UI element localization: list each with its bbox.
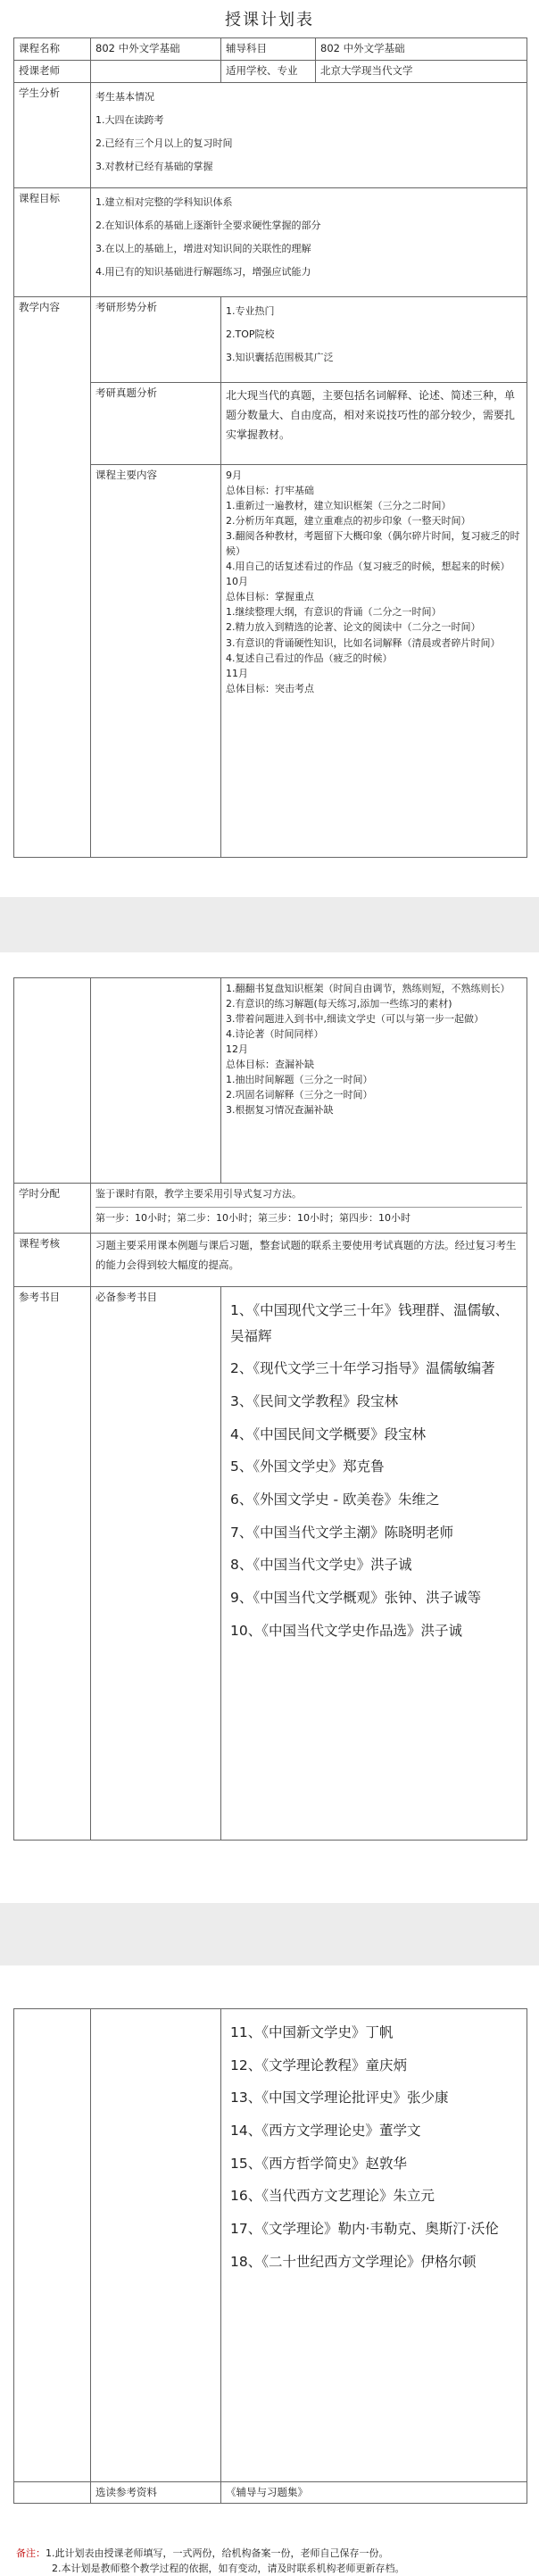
book-item: 18、《二十世纪西方文学理论》伊格尔顿 [230,2253,477,2270]
assessment-text: 习题主要采用课本例题与课后习题，整套试题的联系主要使用考试真题的方法。经过复习考生的能力会得到较大幅度的提高。 [91,1234,527,1287]
exam-text: 北大现当代的真题，主要包括名词解释、论述、简述三种，单题分数量大、自由度高，相对来说技巧性的部分较少，需要扎实掌握教材。 [221,383,527,465]
main-line: 3.翻阅各种教材，考题留下大概印象（偶尔碎片时间，复习疲乏的时候） [226,530,520,558]
book-item: 2、《现代文学三十年学习指导》温儒敏编著 [230,1360,495,1377]
book-item: 1、《中国现代文学三十年》钱理群、温儒敏、吴福辉 [230,1302,510,1344]
plan-table-page-3 [13,2008,527,2504]
book-item: 6、《外国文学史 - 欧美卷》朱维之 [230,1492,440,1508]
analysis-content [91,83,527,188]
book-item: 4、《中国民间文学概要》段宝林 [230,1425,427,1442]
plan-table-page-2 [13,977,527,1841]
main-line: 2.精力放入到精选的论著、论文的阅读中（二分之一时间） [226,621,481,634]
book-item: 12、《文学理论教程》童庆炳 [230,2057,407,2073]
trend-line: 1.专业热门 [226,305,275,317]
main-content-p1 [221,465,527,858]
analysis-line: 2.已经有三个月以上的复习时间 [95,137,233,149]
book-item: 3、《民间文学教程》段宝林 [230,1393,399,1410]
analysis-label: 学生分析 [14,83,91,188]
school-value: 北京大学现当代文学 [316,61,527,83]
book-item: 14、《西方文学理论史》董学文 [230,2123,421,2140]
book-item: 16、《当代西方文艺理论》朱立元 [230,2188,435,2205]
time-line-2: 第一步：10小时；第二步：10小时；第三步：10小时；第四步：10小时 [95,1212,410,1225]
main-line: 4.诗论著（时间同样） [226,1028,324,1041]
main-label-cont [91,978,221,1184]
references-label-cont-2 [14,2482,91,2504]
tutor-course-value: 802 中外文学基础 [316,38,527,61]
notes-line-2: 2.本计划是教师整个教学过程的依据，如有变动，请及时联系机构老师更新存档。 [52,2562,405,2574]
page-gap [0,897,539,952]
book-item: 9、《中国当代文学概观》张钟、洪子诚等 [230,1590,482,1607]
main-line: 11月 [226,667,248,679]
book-item: 11、《中国新文学史》丁帆 [230,2024,394,2040]
main-line: 2.有意识的练习解题(每天练习,添加一些练习的素材) [226,998,452,1010]
main-line: 1.翻翻书复盘知识框架（时间自由调节，熟练则短，不熟练则长） [226,983,510,994]
time-line-1: 鉴于课时有限，教学主要采用引导式复习方法。 [95,1188,302,1200]
tutor-course-label: 辅导科目 [221,38,316,61]
main-line: 2.分析历年真题，建立重难点的初步印象（一整天时间） [226,515,471,528]
book-item: 15、《西方哲学简史》赵敦华 [230,2155,407,2172]
optional-label: 选读参考资料 [91,2482,221,2504]
required-books-p3 [221,2009,527,2482]
main-line: 总体目标：掌握重点 [226,591,314,603]
analysis-line: 1.大四在读跨考 [95,113,164,126]
notes-line-1: 1.此计划表由授课老师填写，一式两份，给机构备案一份，老师自己保存一份。 [46,2547,389,2559]
references-label-cont [14,2009,91,2482]
goal-line: 1.建立相对完整的学科知识体系 [95,196,233,208]
goals-content [91,188,527,297]
main-line: 1.继续整理大纲，有意识的背诵（二分之一时间） [226,606,442,619]
main-line: 3.带着问题进入到书中,细读文学史（可以与第一步一起做） [226,1013,484,1026]
goals-label: 课程目标 [14,188,91,297]
book-item: 7、《中国当代文学主潮》陈晓明老师 [230,1524,454,1541]
exam-label: 考研真题分析 [91,383,221,465]
school-label: 适用学校、专业 [221,61,316,83]
main-line: 总体目标：突击考点 [226,682,314,694]
book-item: 5、《外国文学史》郑克鲁 [230,1458,385,1475]
main-line: 9月 [226,469,242,481]
main-line: 3.根据复习情况查漏补缺 [226,1104,334,1117]
required-books-label-cont [91,2009,221,2482]
trend-line: 3.知识囊括范围极其广泛 [226,351,334,363]
time-divider [95,1207,522,1208]
course-name-value: 802 中外文学基础 [91,38,221,61]
book-item: 10、《中国当代文学史作品选》洪子诚 [230,1622,462,1639]
analysis-line: 考生基本情况 [95,91,154,103]
trend-line: 2.TOP院校 [226,328,275,340]
main-line: 1.重新过一遍教材，建立知识框架（三分之二时间） [226,500,452,512]
main-line: 总体目标：查漏补缺 [226,1059,314,1071]
required-books-p2 [221,1287,527,1841]
main-line: 1.抽出时间解题（三分之一时间） [226,1074,373,1086]
analysis-line: 3.对教材已经有基础的掌握 [95,160,213,172]
main-line: 4.用自己的话复述看过的作品（复习疲乏的时候，想起来的时候） [226,561,510,573]
notes-label: 备注： [16,2547,46,2559]
course-name-label: 课程名称 [14,38,91,61]
content-label-cont [14,978,91,1184]
page-2 [0,952,539,1903]
page-1 [0,0,539,897]
main-line: 4.复述自己看过的作品（疲乏的时候） [226,652,393,664]
teacher-label: 授课老师 [14,61,91,83]
teacher-value [91,61,221,83]
page-3 [0,1965,539,2572]
optional-value: 《辅导与习题集》 [221,2482,527,2504]
main-content-label: 课程主要内容 [91,465,221,858]
main-line: 12月 [226,1043,248,1056]
main-content-p2 [221,978,527,1184]
content-label: 教学内容 [14,297,91,858]
main-line: 3.有意识的背诵硬性知识，比如名词解释（清晨或者碎片时间） [226,636,501,649]
goal-line: 4.用已有的知识基础进行解题练习，增强应试能力 [95,265,311,278]
page-title: 授课计划表 [225,11,314,29]
trend-label: 考研形势分析 [91,297,221,383]
page-gap [0,1903,539,1965]
goal-line: 3.在以上的基础上，增进对知识间的关联性的理解 [95,242,311,254]
required-books-label: 必备参考书目 [91,1287,221,1841]
time-label: 学时分配 [14,1184,91,1234]
book-item: 8、《中国当代文学史》洪子诚 [230,1557,412,1574]
time-content [91,1184,527,1234]
goal-line: 2.在知识体系的基础上逐渐针全要求硬性掌握的部分 [95,219,321,231]
main-line: 10月 [226,576,248,588]
trend-content [221,297,527,383]
book-item: 13、《中国文学理论批评史》张少康 [230,2090,449,2107]
book-item: 17、《文学理论》勒内·韦勒克、奥斯汀·沃伦 [230,2221,499,2238]
notes [16,2547,534,2576]
references-label: 参考书目 [14,1287,91,1841]
plan-table-page-1 [13,37,527,858]
assessment-label: 课程考核 [14,1234,91,1287]
main-line: 总体目标：打牢基础 [226,485,314,497]
main-line: 2.巩固名词解释（三分之一时间） [226,1089,373,1101]
